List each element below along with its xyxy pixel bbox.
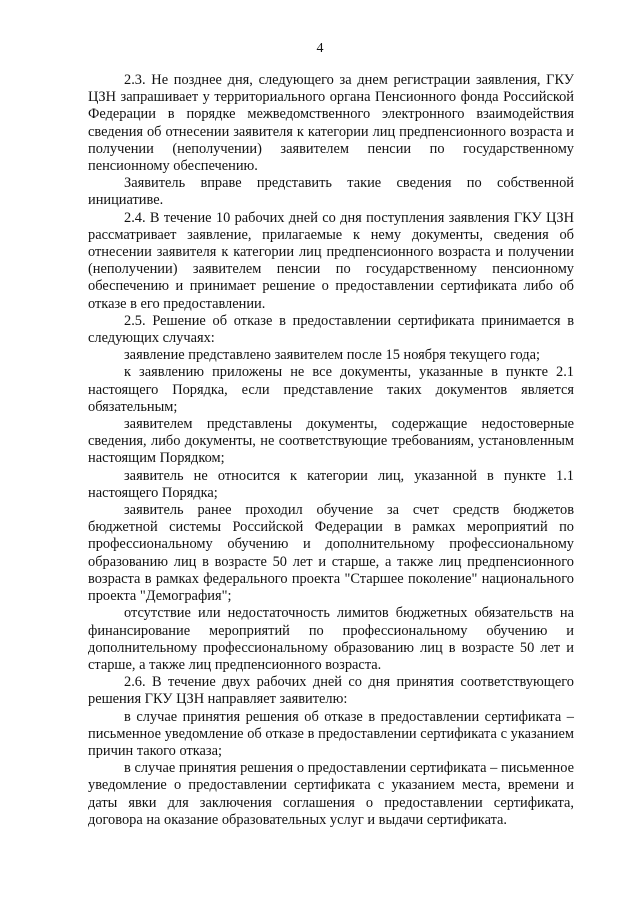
paragraph-2-5: 2.5. Решение об отказе в предоставлении сертификата принимается в следующих случаях:	[88, 312, 574, 347]
refusal-case-deadline: заявление представлено заявителем после 15 ноября текущего года;	[124, 347, 540, 364]
paragraph-2-3: 2.3. Не позднее дня, следующего за днем регистрации заявления, ГКУ ЦЗН запрашивает у территориального органа Пенсионного фонда Российской Федерации в порядке межведомственного электронного взаимодействия сведения об отнесении заявителя к категории лиц предпенсионного возраста и получении (неполучении) заявителем пенсии по государственному пенсионному обеспечению.	[88, 72, 574, 175]
refusal-case-invalid-documents: заявителем представлены документы, содержащие недостоверные сведения, либо документы, не соответствующие требованиям, установленным настоящим Порядком;	[88, 416, 574, 467]
notification-approval: в случае принятия решения о предоставлении сертификата – письменное уведомление о предоставлении сертификата с указанием места, времени и даты явки для заключения соглашения о предоставлении сертификата, договора на оказание образовательных услуг и выдачи сертификата.	[88, 760, 574, 828]
document-body	[88, 72, 574, 829]
paragraph-own-initiative: Заявитель вправе представить такие сведения по собственной инициативе.	[88, 175, 574, 209]
page-number: 4	[316, 41, 324, 56]
refusal-case-missing-documents: к заявлению приложены не все документы, указанные в пункте 2.1 настоящего Порядка, если представление таких документов является обязательным;	[88, 364, 574, 415]
paragraph-2-6: 2.6. В течение двух рабочих дней со дня принятия соответствующего решения ГКУ ЦЗН направляет заявителю:	[88, 674, 574, 708]
refusal-case-category: заявитель не относится к категории лиц, указанной в пункте 1.1 настоящего Порядка;	[88, 467, 574, 501]
refusal-case-previous-training: заявитель ранее проходил обучение за счет средств бюджетов бюджетной системы Российской Федерации в рамках мероприятий по профессиональному обучению и дополнительному профессиональному образованию лиц в возрасте 50 лет и старше, а также лиц предпенсионного возраста в рамках федерального проекта "Старшее поколение" национального проекта "Демография";	[88, 502, 574, 605]
notification-refusal: в случае принятия решения об отказе в предоставлении сертификата – письменное уведомление об отказе в предоставлении сертификата с указанием причин такого отказа;	[88, 708, 574, 759]
paragraph-2-4: 2.4. В течение 10 рабочих дней со дня поступления заявления ГКУ ЦЗН рассматривает заявление, прилагаемые к нему документы, сведения об отнесении заявителя к категории лиц предпенсионного возраста и получении (неполучении) заявителем пенсии по государственному пенсионному обеспечению и принимает решение о предоставлении сертификата либо об отказе в его предоставлении.	[88, 209, 574, 312]
refusal-case-budget-limits: отсутствие или недостаточность лимитов бюджетных обязательств на финансирование мероприятий по профессиональному обучению и дополнительному профессиональному образованию лиц в возрасте 50 лет и старше, а также лиц предпенсионного возраста.	[88, 605, 574, 673]
